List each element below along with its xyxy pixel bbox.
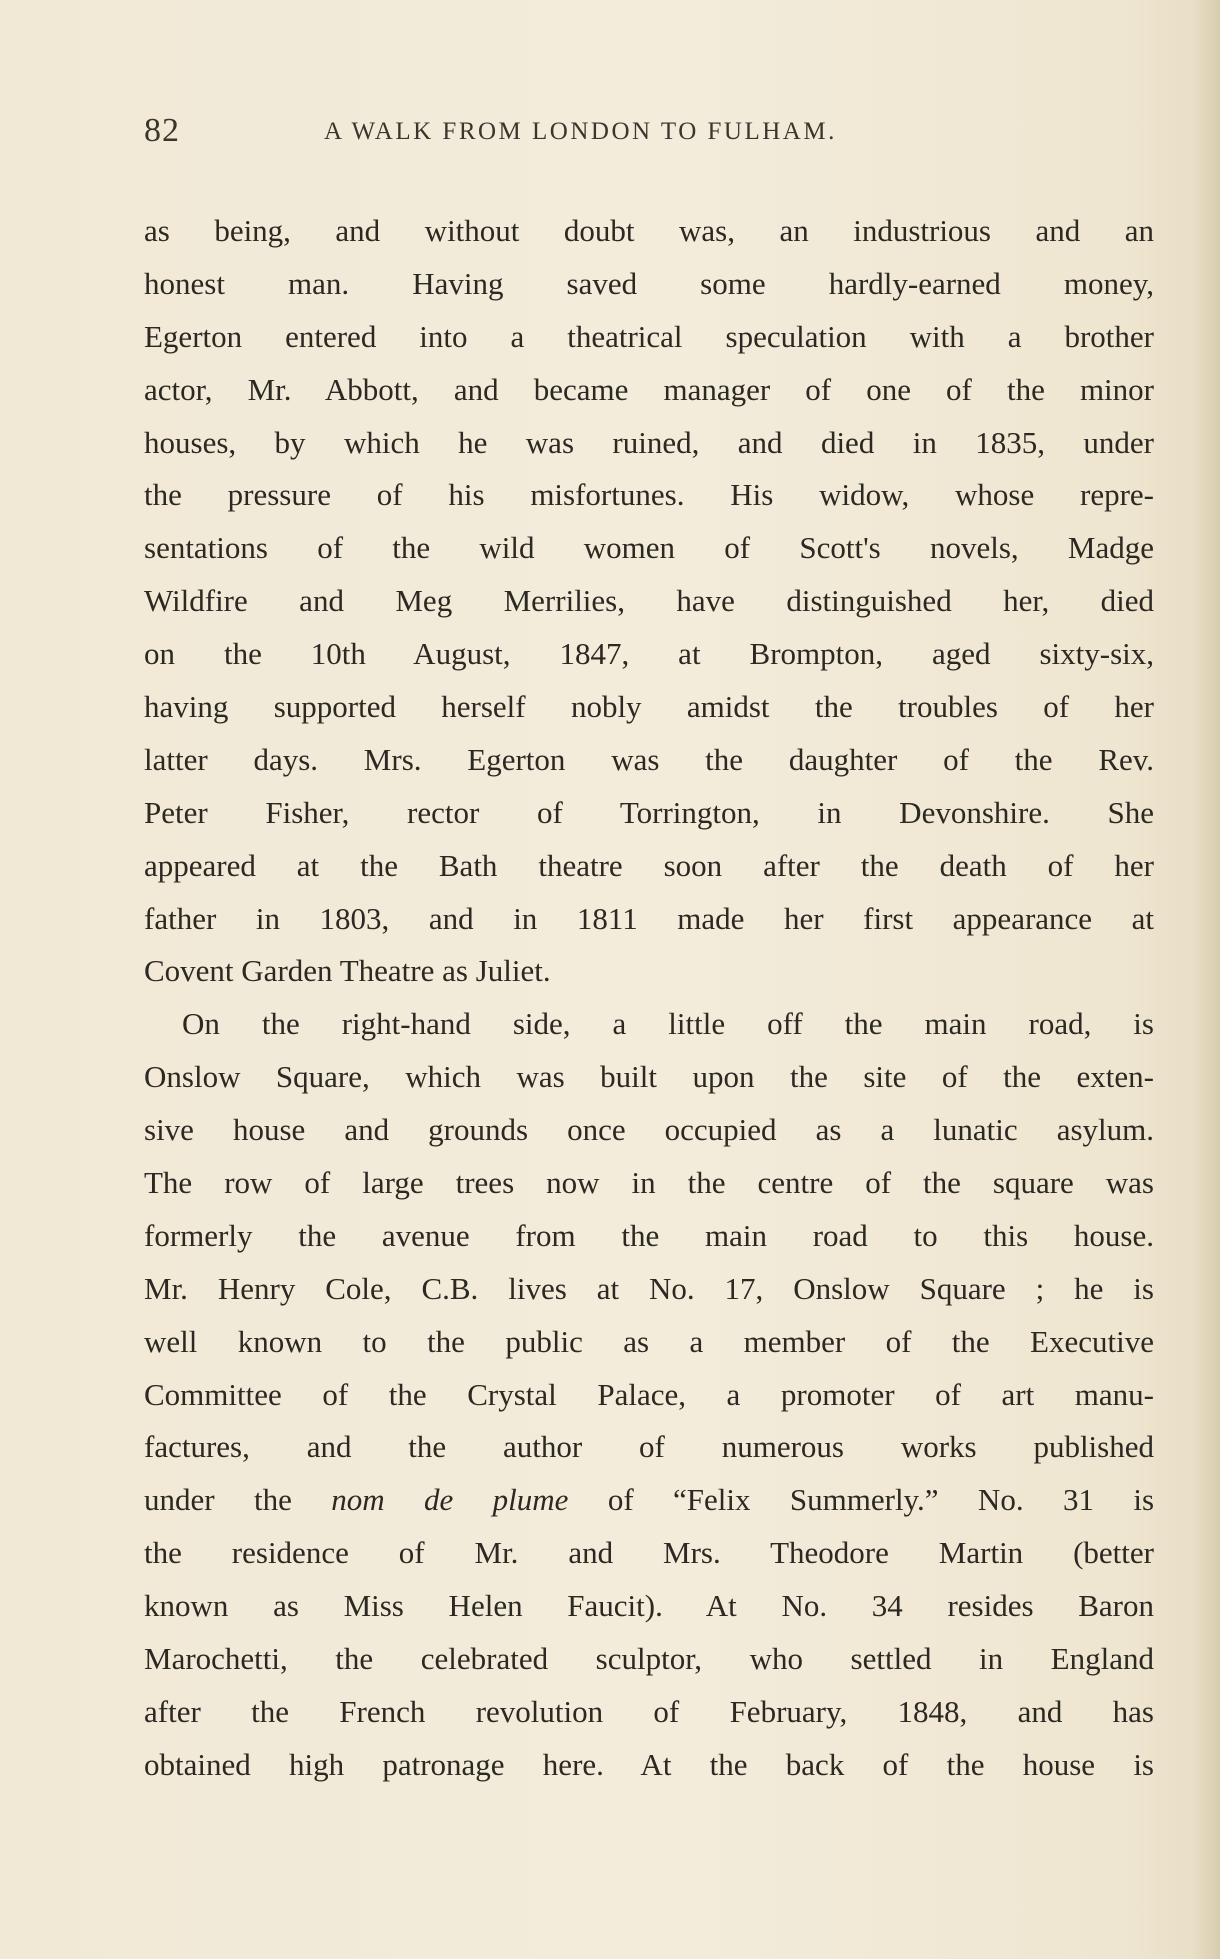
italic-phrase: nom de plume [331, 1482, 569, 1518]
text-line: formerly the avenue from the main road to this house. [144, 1217, 1154, 1253]
text-line: actor, Mr. Abbott, and became manager of one of the minor [144, 371, 1154, 407]
text-line: Wildfire and Meg Merrilies, have distinguished her, died [144, 583, 1154, 619]
page-number: 82 [144, 112, 180, 149]
text-line: Mr. Henry Cole, C.B. lives at No. 17, Onslow Square ; he is [144, 1270, 1154, 1306]
line-segment: of “Felix Summerly.” No. 31 is [607, 1482, 1155, 1518]
paragraph-end-line: Covent Garden Theatre as Juliet. [144, 953, 551, 989]
text-line: the residence of Mr. and Mrs. Theodore Martin (better [144, 1535, 1154, 1571]
text-line: the pressure of his misfortunes. His widow, whose repre- [144, 477, 1154, 513]
text-line: having supported herself nobly amidst the troubles of her [144, 689, 1154, 725]
text-line: Committee of the Crystal Palace, a promoter of art manu- [144, 1376, 1154, 1412]
text-line: obtained high patronage here. At the back of the house is [144, 1746, 1154, 1782]
text-line: Egerton entered into a theatrical speculation with a brother [144, 318, 1154, 354]
text-line: houses, by which he was ruined, and died in 1835, under [144, 424, 1154, 460]
text-line: The row of large trees now in the centre of the square was [144, 1165, 1154, 1201]
line-segment: under the [144, 1482, 292, 1518]
page-edge-shadow [1192, 0, 1220, 1959]
text-line: latter days. Mrs. Egerton was the daughter of the Rev. [144, 741, 1154, 777]
running-head: A WALK FROM LONDON TO FULHAM. [324, 118, 837, 145]
text-line: father in 1803, and in 1811 made her first appearance at [144, 900, 1154, 936]
text-line-with-italic [144, 1474, 1154, 1527]
text-line: as being, and without doubt was, an industrious and an [144, 213, 1154, 248]
text-line: after the French revolution of February, 1848, and has [144, 1693, 1154, 1729]
text-line: on the 10th August, 1847, at Brompton, aged sixty-six, [144, 636, 1154, 672]
text-line: Peter Fisher, rector of Torrington, in Devonshire. She [144, 794, 1154, 830]
page-header [144, 112, 1154, 162]
text-line: well known to the public as a member of the Executive [144, 1323, 1154, 1359]
text-line: Onslow Square, which was built upon the site of the exten- [144, 1059, 1154, 1095]
text-line: appeared at the Bath theatre soon after the death of her [144, 847, 1154, 883]
text-line: sive house and grounds once occupied as a lunatic asylum. [144, 1112, 1154, 1148]
text-line: sentations of the wild women of Scott's novels, Madge [144, 530, 1154, 566]
paragraph-start-line: On the right-hand side, a little off the main road, is [182, 1006, 1154, 1042]
text-line: known as Miss Helen Faucit). At No. 34 resides Baron [144, 1588, 1154, 1624]
text-line: honest man. Having saved some hardly-earned money, [144, 265, 1154, 301]
text-line: factures, and the author of numerous works published [144, 1429, 1154, 1465]
body-text [144, 205, 1154, 1792]
text-line: Marochetti, the celebrated sculptor, who settled in England [144, 1641, 1154, 1677]
